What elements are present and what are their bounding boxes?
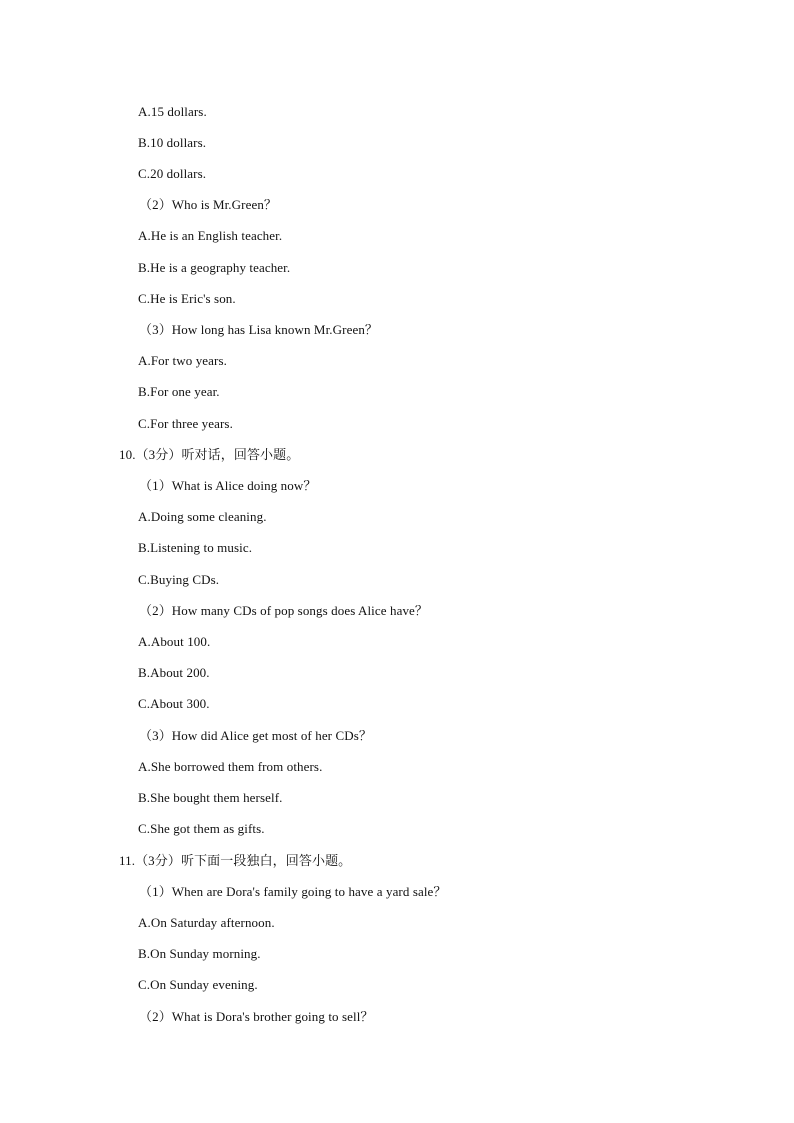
option-a: A.Doing some cleaning. bbox=[138, 509, 267, 524]
question-heading: 10.（3分）听对话，回答小题。 bbox=[119, 447, 300, 462]
sub-question: （2）What is Dora's brother going to sell？ bbox=[139, 1009, 374, 1024]
option-b: B.Listening to music. bbox=[138, 540, 253, 555]
option-c: C.He is Eric's son. bbox=[138, 291, 236, 306]
option-a: A.He is an English teacher. bbox=[138, 228, 283, 243]
option-a-q1: A.15 dollars. bbox=[138, 104, 207, 119]
option-c: C.On Sunday evening. bbox=[138, 977, 258, 992]
option-c: C.About 300. bbox=[138, 696, 210, 711]
option-b: B.On Sunday morning. bbox=[138, 946, 261, 961]
option-b: B.About 200. bbox=[138, 665, 210, 680]
option-b: B.For one year. bbox=[138, 384, 220, 399]
sub-question: （2）Who is Mr.Green？ bbox=[139, 197, 278, 212]
sub-question: （2）How many CDs of pop songs does Alice have？ bbox=[139, 603, 429, 618]
option-a: A.She borrowed them from others. bbox=[138, 759, 323, 774]
sub-question: （3）How long has Lisa known Mr.Green？ bbox=[139, 322, 379, 337]
option-c-q1: C.20 dollars. bbox=[138, 166, 207, 181]
sub-question: （1）When are Dora's family going to have a yard sale？ bbox=[139, 884, 447, 899]
option-a: A.For two years. bbox=[138, 353, 227, 368]
option-a: A.On Saturday afternoon. bbox=[138, 915, 275, 930]
option-a: A.About 100. bbox=[138, 634, 211, 649]
option-c: C.She got them as gifts. bbox=[138, 821, 265, 836]
option-b: B.He is a geography teacher. bbox=[138, 260, 291, 275]
option-c: C.For three years. bbox=[138, 416, 233, 431]
option-b: B.She bought them herself. bbox=[138, 790, 283, 805]
question-heading: 11.（3分）听下面一段独白，回答小题。 bbox=[119, 853, 352, 868]
sub-question: （1）What is Alice doing now？ bbox=[139, 478, 317, 493]
sub-question: （3）How did Alice get most of her CDs？ bbox=[139, 728, 372, 743]
option-b-q1: B.10 dollars. bbox=[138, 135, 207, 150]
option-c: C.Buying CDs. bbox=[138, 572, 220, 587]
